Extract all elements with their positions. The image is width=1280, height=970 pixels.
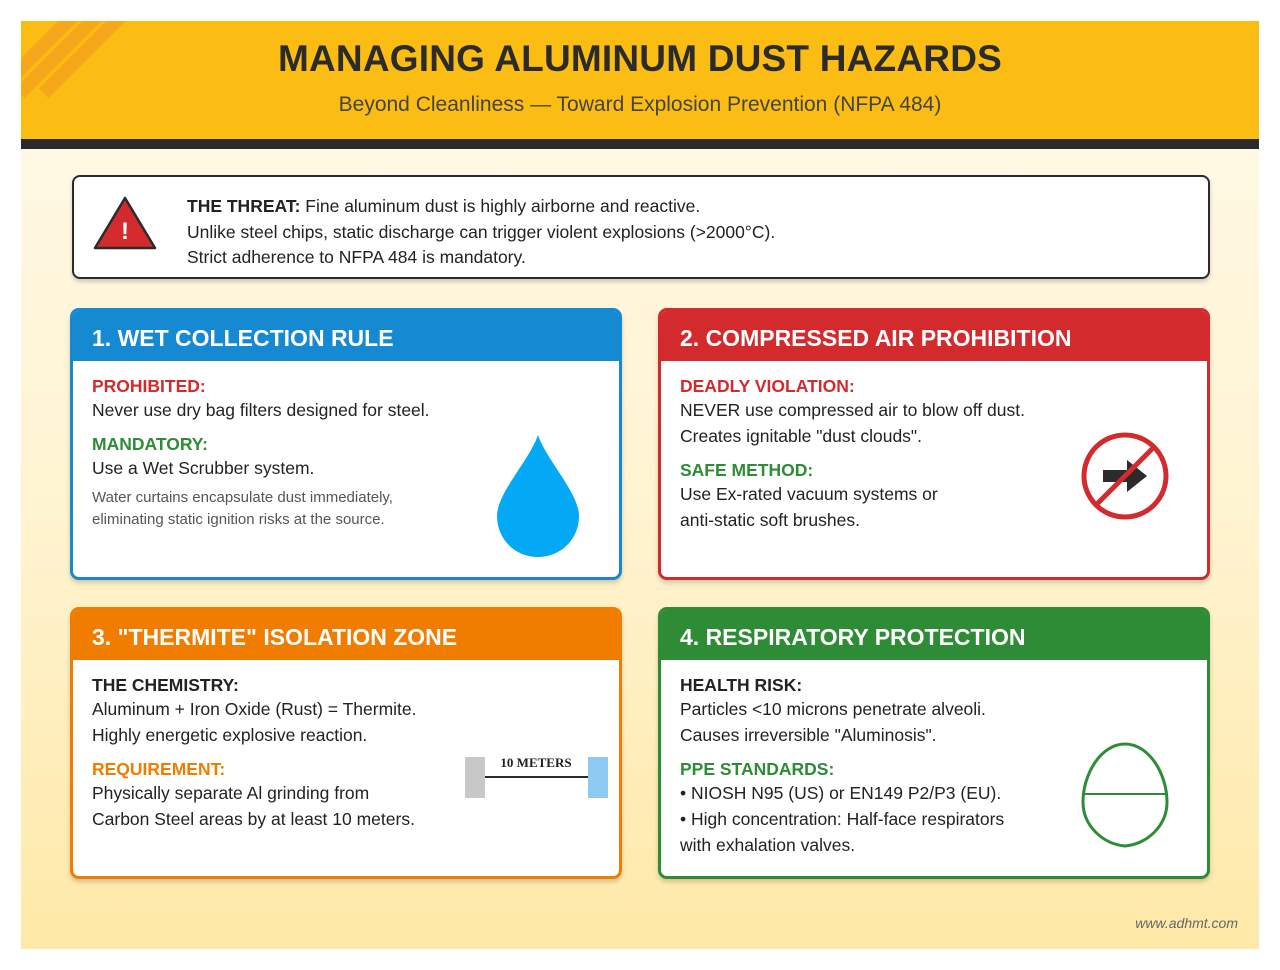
card-title-compressed-air: 2. COMPRESSED AIR PROHIBITION xyxy=(661,311,1207,361)
threat-label: THE THREAT: xyxy=(187,196,301,216)
health-risk-label: HEALTH RISK: xyxy=(680,675,803,695)
ppe-line-1: • NIOSH N95 (US) or EN149 P2/P3 (EU). xyxy=(680,783,1002,803)
safe-method-line-1: Use Ex-rated vacuum systems or xyxy=(680,484,938,504)
separation-distance-icon xyxy=(465,750,613,800)
page-title: MANAGING ALUMINUM DUST HAZARDS xyxy=(277,38,1002,79)
threat-line-1 xyxy=(187,194,775,220)
threat-box xyxy=(72,175,1210,279)
requirement-line-1: Physically separate Al grinding from xyxy=(92,783,370,803)
card-thermite-zone xyxy=(70,607,622,879)
deadly-violation-line-2: Creates ignitable "dust clouds". xyxy=(680,426,923,446)
warning-glyph: ! xyxy=(121,218,129,245)
mandatory-label: MANDATORY: xyxy=(92,434,209,454)
deadly-violation-line-1: NEVER use compressed air to blow off dust. xyxy=(680,400,1025,420)
aluminum-area-block xyxy=(465,757,485,798)
steel-area-block xyxy=(588,757,608,798)
threat-line-3: Strict adherence to NFPA 484 is mandatory. xyxy=(187,247,526,267)
header-banner xyxy=(21,21,1259,139)
threat-text xyxy=(187,194,775,271)
deadly-violation-label: DEADLY VIOLATION: xyxy=(680,376,855,396)
chemistry-label: THE CHEMISTRY: xyxy=(92,675,239,695)
safe-method-label: SAFE METHOD: xyxy=(680,460,814,480)
distance-label: 10 METERS xyxy=(500,755,572,770)
wet-note-line-1: Water curtains encapsulate dust immediately, xyxy=(92,489,393,506)
card-title-thermite-zone: 3. "THERMITE" ISOLATION ZONE xyxy=(73,610,619,660)
card-respiratory xyxy=(658,607,1210,879)
infographic-poster xyxy=(21,21,1259,949)
water-drop-icon xyxy=(495,433,581,559)
wet-note-line-2: eliminating static ignition risks at the source. xyxy=(92,510,385,528)
threat-line-2: Unlike steel chips, static discharge can trigger violent explosions (>2000°C). xyxy=(187,221,776,242)
page-subtitle: Beyond Cleanliness — Toward Explosion Prevention (NFPA 484) xyxy=(338,93,942,116)
card-title-respiratory: 4. RESPIRATORY PROTECTION xyxy=(661,610,1207,660)
card-title-wet-collection: 1. WET COLLECTION RULE xyxy=(73,311,619,361)
chemistry-line-2: Highly energetic explosive reaction. xyxy=(92,725,368,745)
prohibited-text: Never use dry bag filters designed for steel. xyxy=(92,400,430,420)
health-risk-line-1: Particles <10 microns penetrate alveoli. xyxy=(680,699,986,719)
health-risk-line-2: Causes irreversible "Aluminosis". xyxy=(680,725,937,745)
card-compressed-air xyxy=(658,308,1210,580)
mandatory-text: Use a Wet Scrubber system. xyxy=(92,458,315,478)
requirement-label: REQUIREMENT: xyxy=(92,759,226,779)
card-wet-collection xyxy=(70,308,622,580)
no-air-blowing-icon xyxy=(1079,430,1171,522)
ppe-line-2: • High concentration: Half-face respirators xyxy=(680,809,1005,829)
safe-method-line-2: anti-static soft brushes. xyxy=(680,510,860,530)
prohibited-label: PROHIBITED: xyxy=(92,376,206,396)
warning-triangle-icon xyxy=(93,195,157,251)
threat-line-1-text: Fine aluminum dust is highly airborne and reactive. xyxy=(300,196,701,216)
chemistry-line-1: Aluminum + Iron Oxide (Rust) = Thermite. xyxy=(92,699,417,719)
ppe-standards-label: PPE STANDARDS: xyxy=(680,759,835,779)
ppe-line-3: with exhalation valves. xyxy=(680,835,856,855)
respirator-mask-icon xyxy=(1079,740,1171,850)
footer-url: www.adhmt.com xyxy=(1135,915,1238,931)
header-divider xyxy=(21,139,1259,149)
requirement-line-2: Carbon Steel areas by at least 10 meters. xyxy=(92,809,415,829)
